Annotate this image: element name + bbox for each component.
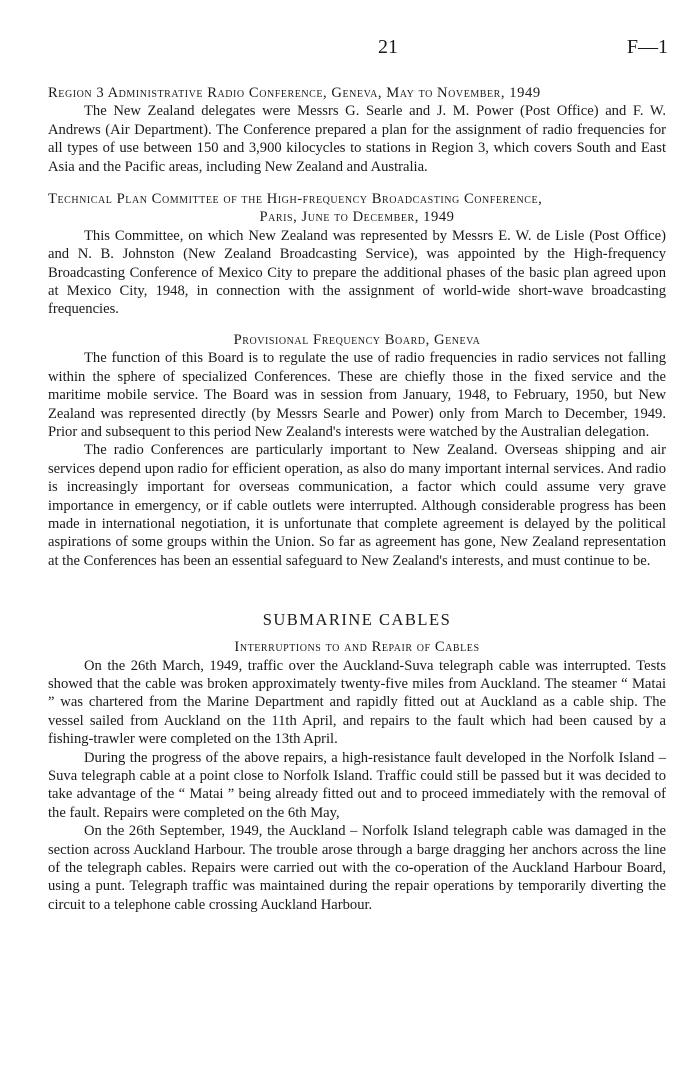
paragraph: The radio Conferences are particularly important to New Zealand. Overseas shipping and air services depend upon radio for efficient operation, as also do many important internal services. And radio is increasingly important for overseas communication, a factor which could assume very grave importance in emergency, or if cable outlets were interrupted. Although considerable progress has been made in international negotiation, it is unfortunate that complete agreement is delayed by the political aspirations of some groups within the Union. So far as agreement has gone, New Zealand representation at the Conferences has been an essential safeguard to New Zealand's interests, and must continue to be. bbox=[48, 442, 666, 569]
section-title: Interruptions to and Repair of Cables bbox=[234, 639, 480, 656]
page-header bbox=[48, 36, 666, 66]
paragraph: On the 26th March, 1949, traffic over the Auckland-Suva telegraph cable was interrupted. Tests showed that the cable was broken approximately twenty-five miles from Auckland. The steamer “ Matai ” was chartered from the Marine Department and rapidly fitted out at Auckland as a cable ship. The vessel sailed from Auckland on the 11th April, and repairs to the fault which had been caused by a fishing-trawler were completed on the 13th April. bbox=[48, 657, 666, 748]
section-title-line-2: Paris, June to December, 1949 bbox=[259, 209, 455, 226]
paragraph: On the 26th September, 1949, the Auckland – Norfolk Island telegraph cable was damaged in the section across Auckland Harbour. The trouble arose through a barge dragging her anchors across the line of the telegraph cables. Repairs were carried out with the co-operation of the Auckland Harbour Board, using a punt. Telegraph traffic was maintained during the repair operations by temporarily diverting the circuit to a telephone cable crossing Auckland Harbour. bbox=[48, 823, 666, 913]
section-technical-plan-committee bbox=[48, 190, 666, 319]
paragraph: This Committee, on which New Zealand was represented by Messrs E. W. de Lisle (Post Office) and N. B. Johnston (New Zealand Broadcasting Service), was appointed by the High-frequency Broadcasting Conference of Mexico City to prepare the additional phases of the basic plan agreed upon at Mexico City, 1948, in connection with the assignment of world-wide short-wave broadcasting frequencies. bbox=[48, 227, 666, 318]
section-submarine-cables bbox=[48, 610, 666, 914]
major-heading: SUBMARINE CABLES bbox=[262, 610, 452, 630]
section-provisional-frequency-board bbox=[48, 331, 666, 570]
document-page bbox=[48, 36, 666, 914]
section-title: Region 3 Administrative Radio Conference, Geneva, May to November, 1949 bbox=[48, 85, 541, 101]
page-number: 21 bbox=[378, 36, 398, 58]
section-title-line-1: Technical Plan Committee of the High-frequency Broadcasting Conference, bbox=[48, 191, 543, 208]
section-region3-conference bbox=[48, 84, 666, 176]
paragraph: The function of this Board is to regulate the use of radio frequencies in radio services not falling within the sphere of specialized Conferences. These are chiefly those in the fixed service and the maritime mobile service. The Board was in session from January, 1948, to February, 1950, but New Zealand was represented directly (by Messrs Searle and Power) only from March to December, 1949. Prior and subsequent to this period New Zealand's interests were watched by the Australian delegation. bbox=[48, 350, 666, 440]
section-title: Provisional Frequency Board, Geneva bbox=[233, 331, 481, 348]
document-reference: F—1 bbox=[626, 36, 668, 58]
paragraph: During the progress of the above repairs, a high-resistance fault developed in the Norfolk Island – Suva telegraph cable at a point close to Norfolk Island. Traffic could still be passed but it was decided to take advantage of the “ Matai ” being already fitted out and to proceed immediately with the removal of the fault. Repairs were completed on the 6th May, bbox=[48, 749, 666, 821]
paragraph: The New Zealand delegates were Messrs G. Searle and J. M. Power (Post Office) and F. W. Andrews (Air Department). The Conference prepared a plan for the assignment of radio frequencies for all types of use between 150 and 3,900 kilocycles to stations in Region 3, which covers South and East Asia and the Pacific areas, including New Zealand and Australia. bbox=[48, 103, 666, 175]
